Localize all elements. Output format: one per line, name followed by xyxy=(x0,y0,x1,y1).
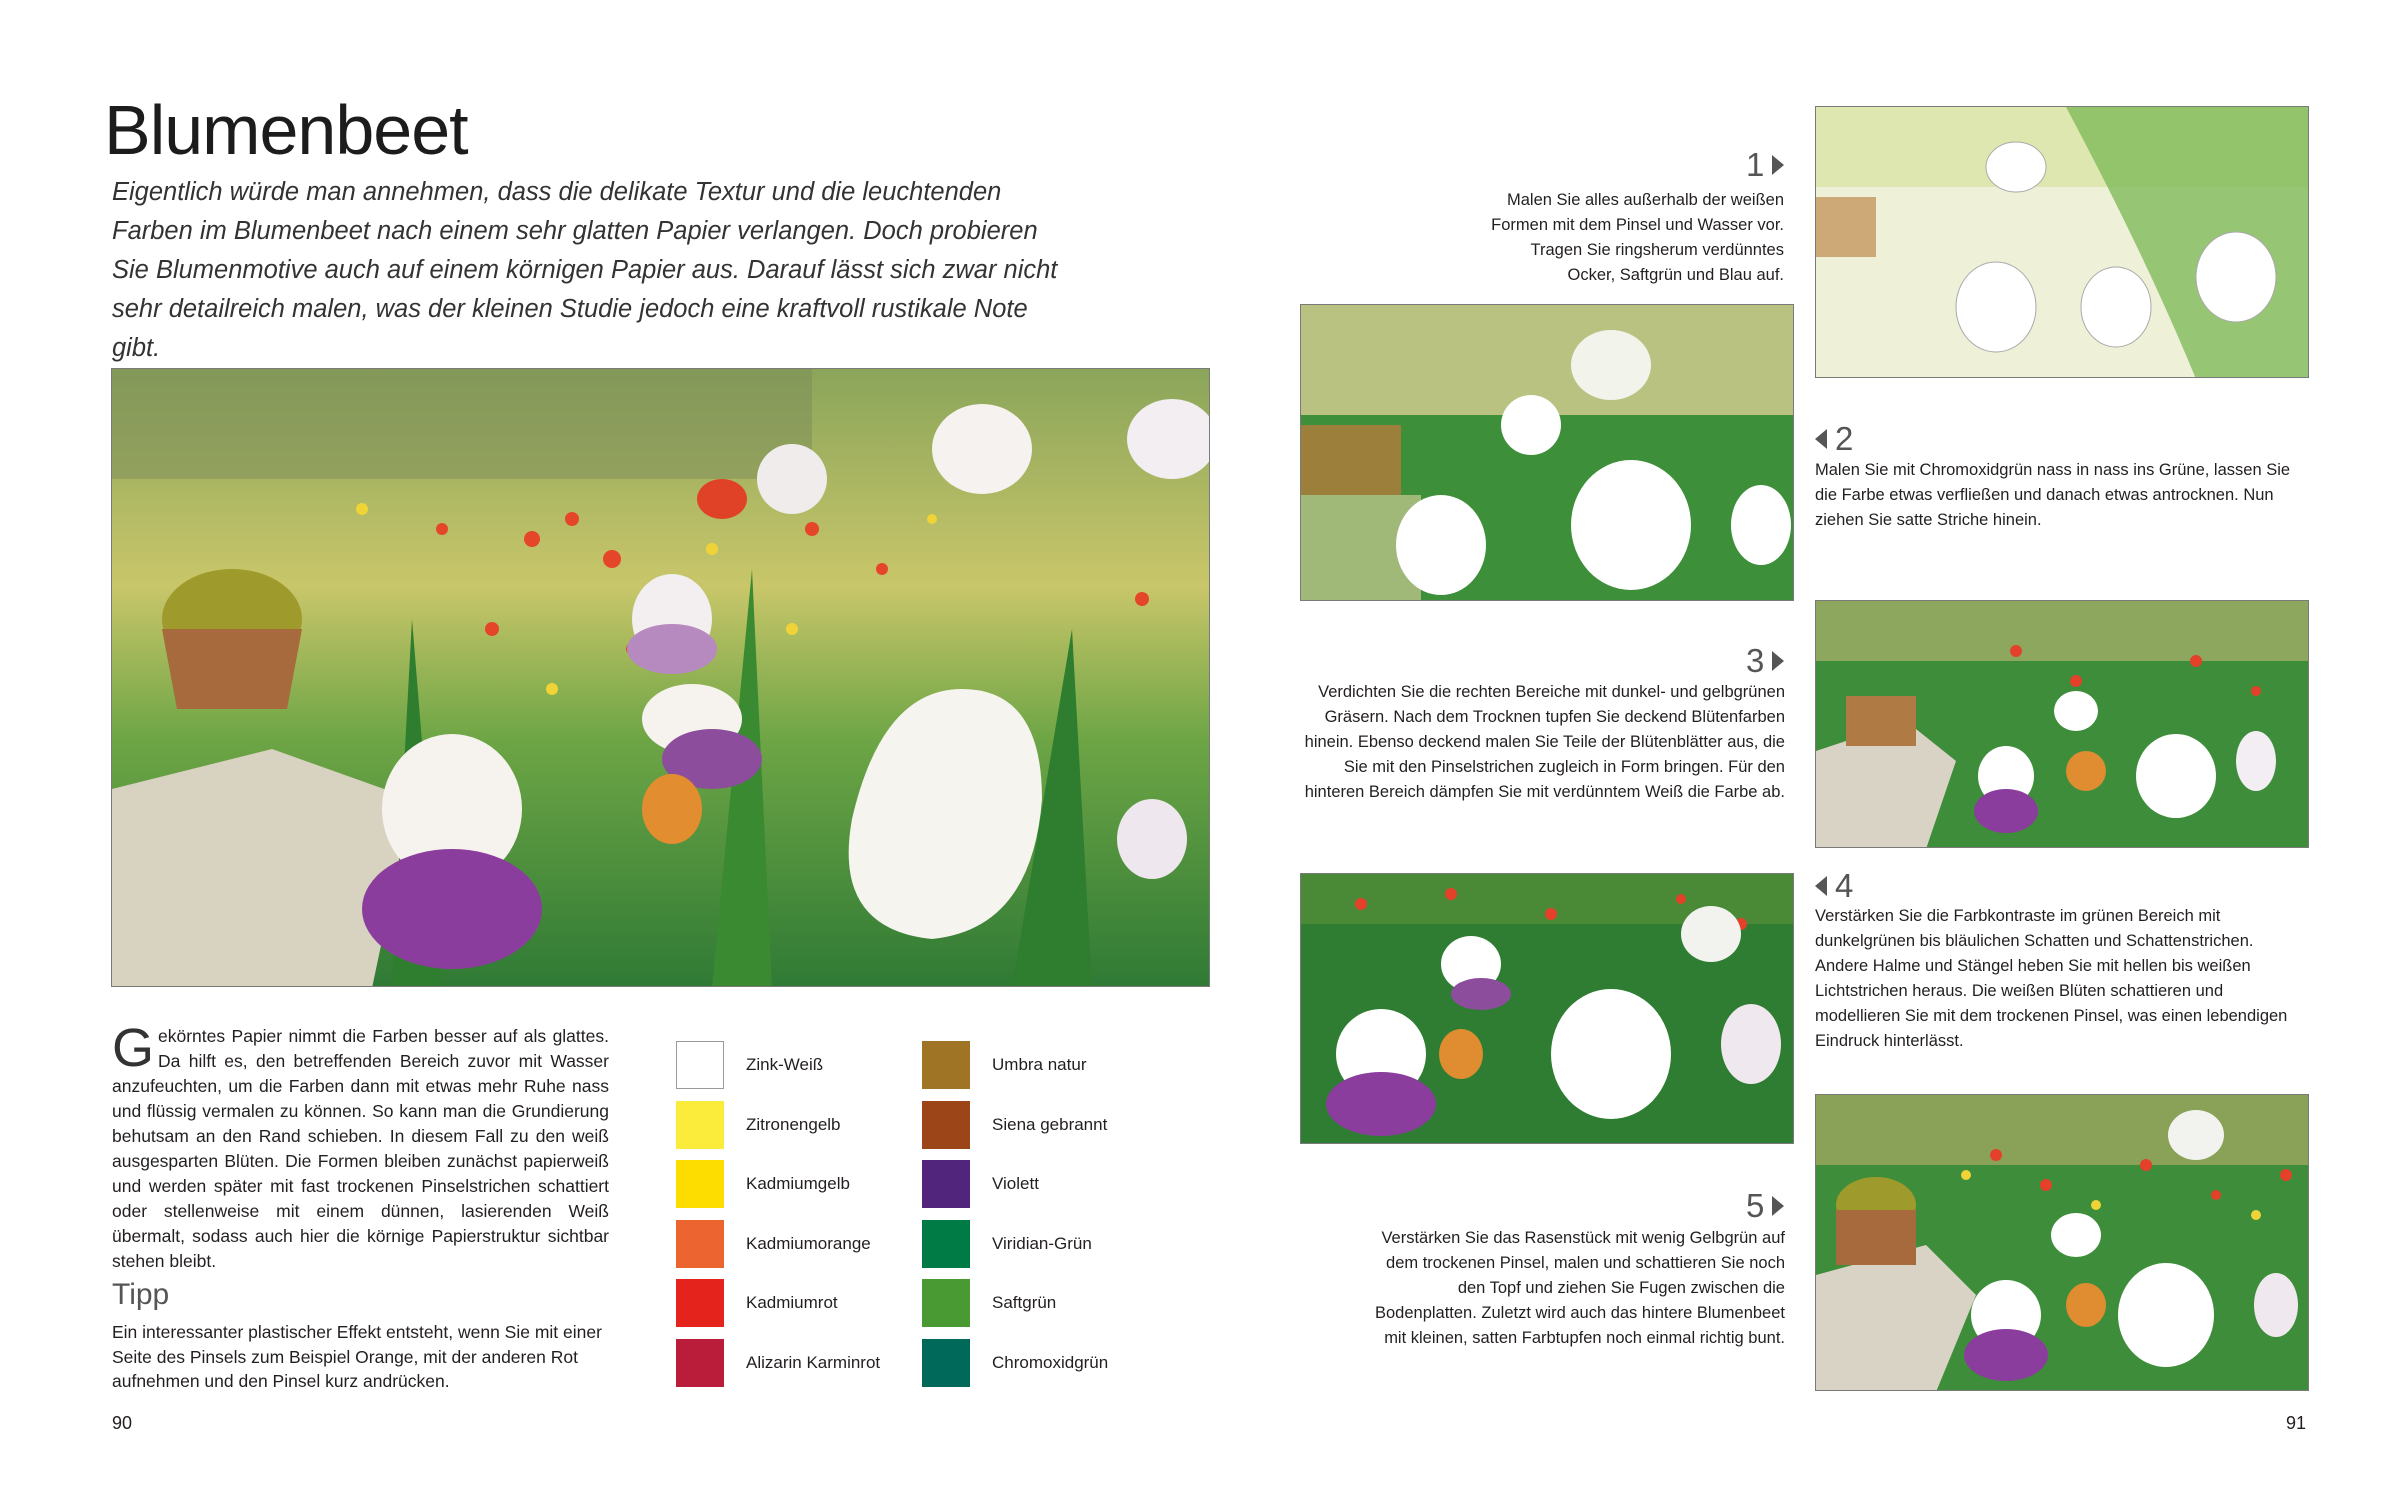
color-name: Saftgrün xyxy=(992,1293,1057,1313)
color-name: Alizarin Karminrot xyxy=(746,1353,881,1372)
step-3-number: 3 xyxy=(1746,642,1784,680)
color-swatch xyxy=(922,1339,970,1387)
color-name: Kadmiumgelb xyxy=(746,1174,850,1194)
palette-row xyxy=(676,1039,823,1091)
body-paragraph: ekörntes Papier nimmt die Farben besser auf als glattes. Da hilft es, den betreffenden Bereich zuvor mit Wasser anzufeuchten, um die Farben dann mit etwas mehr Ruhe nass und flüssig vermalen zu können. So kann man die Grundierung behutsam an den Rand schieben. In diesem Fall zu den weiß ausgesparten Blüten. Die Formen bleiben zunächst papierweiß und werden später mit fast trockenen Pinselstrichen schattiert oder stellenweise mit einem dünnen, lasierenden Weiß übermalt, sodass auch hier die körnige Papierstruktur sichtbar stehen bleibt. xyxy=(112,1026,609,1271)
color-name: Zitronengelb xyxy=(746,1114,841,1134)
page-number-left: 90 xyxy=(112,1413,133,1433)
color-swatch xyxy=(676,1220,724,1268)
page-number-right: 91 xyxy=(2286,1413,2307,1433)
color-swatch xyxy=(676,1160,724,1208)
palette-row xyxy=(676,1099,841,1151)
color-swatch xyxy=(676,1041,724,1089)
color-swatch xyxy=(922,1220,970,1268)
tipp-heading: Tipp xyxy=(112,1278,170,1311)
color-swatch xyxy=(676,1101,724,1149)
color-name: Zink-Weiß xyxy=(746,1055,824,1074)
step-4-image xyxy=(1300,873,1794,1144)
arrow-left-icon xyxy=(1815,429,1827,449)
step-3-text: Verdichten Sie die rechten Bereiche mit dunkel- und gelbgrünen Gräsern. Nach dem Trocknen tupfen Sie deckend Blütenfarben hinein. Ebenso deckend malen Sie Teile der Blütenblätter aus, die Sie mit den Pinselstrichen zugleich in Form bringen. Für den hinteren Bereich dämpfen Sie mit verdünntem Weiß die Farbe ab. xyxy=(1304,683,1785,801)
color-name: Chromoxidgrün xyxy=(992,1353,1109,1372)
color-name: Siena gebrannt xyxy=(992,1114,1108,1134)
palette-row xyxy=(922,1218,1092,1270)
step-2-text: Malen Sie mit Chromoxidgrün nass in nass ins Grüne, lassen Sie die Farbe etwas verfließen und danach etwas antrocknen. Nun ziehen Sie satte Striche hinein. xyxy=(1815,461,2291,529)
arrow-right-icon xyxy=(1772,1196,1784,1216)
color-swatch xyxy=(922,1101,970,1149)
color-swatch xyxy=(922,1041,970,1089)
dropcap: G xyxy=(112,1018,155,1078)
step-1-image xyxy=(1815,106,2309,378)
color-name: Umbra natur xyxy=(992,1055,1087,1074)
color-swatch xyxy=(676,1279,724,1327)
palette-row xyxy=(676,1158,850,1210)
palette-row xyxy=(922,1277,1056,1329)
color-name: Viridian-Grün xyxy=(992,1233,1092,1253)
body-text xyxy=(112,1018,609,1274)
step-1-text: Malen Sie alles außerhalb der weißen Formen mit dem Pinsel und Wasser vor. Tragen Sie ringsherum verdünntes Ocker, Saftgrün und Blau auf. xyxy=(1491,191,1784,284)
page-title: Blumenbeet xyxy=(104,91,468,169)
step-1-number: 1 xyxy=(1746,146,1784,184)
arrow-left-icon xyxy=(1815,876,1827,896)
step-2-number: 2 xyxy=(1815,420,1853,458)
palette-row xyxy=(676,1277,838,1329)
color-swatch xyxy=(922,1279,970,1327)
step-2-image xyxy=(1300,304,1794,601)
color-swatch xyxy=(922,1160,970,1208)
palette-row xyxy=(676,1218,871,1270)
color-swatch xyxy=(676,1339,724,1387)
arrow-right-icon xyxy=(1772,651,1784,671)
palette-row xyxy=(922,1099,1107,1151)
palette-row xyxy=(922,1039,1086,1091)
color-name: Kadmiumorange xyxy=(746,1233,871,1253)
step-4-number: 4 xyxy=(1815,867,1853,905)
palette-row xyxy=(676,1337,880,1389)
step-4-text: Verstärken Sie die Farbkontraste im grünen Bereich mit dunkelgrünen bis bläulichen Schatten und Schattenstrichen. Andere Halme und Stängel heben Sie mit hellen bis weißen Lichtstrichen heraus. Die weißen Blüten schattieren und modellieren Sie mit dem trockenen Pinsel, was einen lebendigen Eindruck hinterlässt. xyxy=(1815,907,2288,1050)
palette-row xyxy=(922,1158,1039,1210)
color-name: Violett xyxy=(992,1174,1039,1194)
intro-text: Eigentlich würde man annehmen, dass die delikate Textur und die leuchtenden Farben im Blumenbeet nach einem sehr glatten Papier verlangen. Doch probieren Sie Blumenmotive auch auf einem körnigen Papier aus. Darauf lässt sich zwar nicht sehr detailreich malen, was der kleinen Studie jedoch eine kraftvoll rustikale Note gibt. xyxy=(112,178,1058,362)
step-5-number: 5 xyxy=(1746,1187,1784,1225)
color-name: Kadmiumrot xyxy=(746,1293,838,1313)
step-5-text: Verstärken Sie das Rasenstück mit wenig Gelbgrün auf dem trockenen Pinsel, malen und schattieren Sie noch den Topf und ziehen Sie Fugen zwischen die Bodenplatten. Zuletzt wird auch das hintere Blumenbeet mit kleinen, satten Farbtupfen noch einmal richtig bunt. xyxy=(1374,1229,1785,1347)
tipp-text: Ein interessanter plastischer Effekt entsteht, wenn Sie mit einer Seite des Pinsels zum Beispiel Orange, mit der anderen Rot aufnehmen und den Pinsel kurz andrücken. xyxy=(112,1322,602,1391)
arrow-right-icon xyxy=(1772,155,1784,175)
step-3-image xyxy=(1815,600,2309,848)
step-5-image xyxy=(1815,1094,2309,1391)
main-painting xyxy=(111,368,1210,987)
palette-row xyxy=(922,1337,1108,1389)
